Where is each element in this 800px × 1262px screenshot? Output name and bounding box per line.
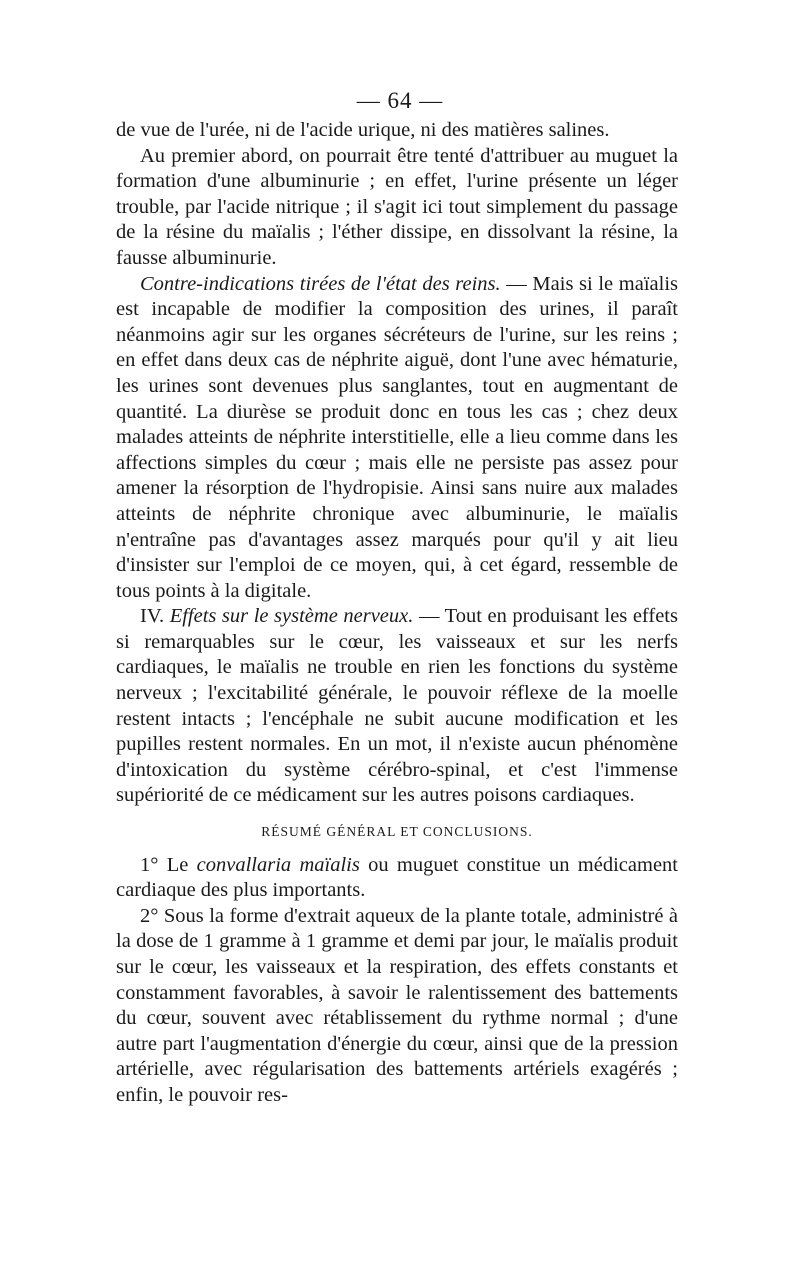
conclusions-heading: RÉSUMÉ GÉNÉRAL ET CONCLUSIONS. <box>261 824 533 840</box>
section-title-systeme-nerveux: Effets sur le système nerveux. <box>169 605 414 628</box>
body-text <box>116 118 678 1109</box>
paragraph-systeme-nerveux-body: — Tout en produisant les effets si remarquables sur le cœur, les vaisseaux et sur les nerfs cardiaques, le maïalis ne trouble en rien les fonctions du système nerveux ; l'excitabilité générale, le pouvoir réflexe de la moelle restent intacts ; l'encéphale ne subit aucune modification et les pupilles restent normales. En un mot, il n'existe aucun phénomène d'intoxication du système cérébro-spinal, et c'est l'immense supériorité de ce médicament sur les autres poisons cardiaques. <box>116 605 678 807</box>
paragraph-systeme-nerveux <box>116 604 678 809</box>
paragraph-albuminuria: Au premier abord, on pourrait être tenté d'attribuer au muguet la formation d'une albuminurie ; en effet, l'urine présente un léger trouble, par l'acide nitrique ; il s'agit ici tout simplement du passage de la résine du maïalis ; l'éther dissipe, en dissolvant la résine, la fausse albuminurie. <box>116 144 678 269</box>
page-number: — 64 — <box>356 88 444 113</box>
section-number-iv: IV. <box>140 605 170 628</box>
conclusion-1-body: ou muguet constitue un médicament cardiaque des plus importants. <box>116 853 678 902</box>
section-title-contre-indications: Contre-indications tirées de l'état des reins. <box>140 272 501 295</box>
conclusion-1-number: 1° Le <box>140 853 197 876</box>
conclusion-2: 2° Sous la forme d'extrait aqueux de la plante totale, administré à la dose de 1 gramme à 1 gramme et demi par jour, le maïalis produit sur le cœur, les vaisseaux et la respiration, des effets constants et constamment favorables, à savoir le ralentissement des battements du cœur, souvent avec rétablissement du rythme normal ; d'une autre part l'augmentation d'énergie du cœur, ainsi que de la pression artérielle, avec régularisation des battements artériels exagérés ; enfin, le pouvoir res- <box>116 904 678 1106</box>
paragraph-contre-indications-body: — Mais si le maïalis est incapable de modifier la composition des urines, il paraît néanmoins agir sur les organes sécréteurs de l'urine, sur les reins ; en effet dans deux cas de néphrite aiguë, dont l'une avec hématurie, les urines sont devenues plus sanglantes, tout en augmentant de quantité. La diurèse se produit donc en tous les cas ; chez deux malades atteints de néphrite interstitielle, elle a lieu comme dans les affections simples du cœur ; mais elle ne persiste pas assez pour amener la résorption de l'hydropisie. Ainsi sans nuire aux malades atteints de néphrite chronique avec albuminurie, le maïalis n'entraîne pas d'avantages assez marqués pour qu'il y ait lieu d'insister sur l'emploi de ce moyen, qui, à cet égard, ressemble de tous points à la digitale. <box>116 272 678 602</box>
conclusion-1 <box>116 853 678 904</box>
conclusion-1-plant-name: convallaria maïalis <box>196 853 360 876</box>
paragraph-contre-indications <box>116 272 678 605</box>
paragraph-urea: de vue de l'urée, ni de l'acide urique, ni des matières salines. <box>116 119 610 141</box>
